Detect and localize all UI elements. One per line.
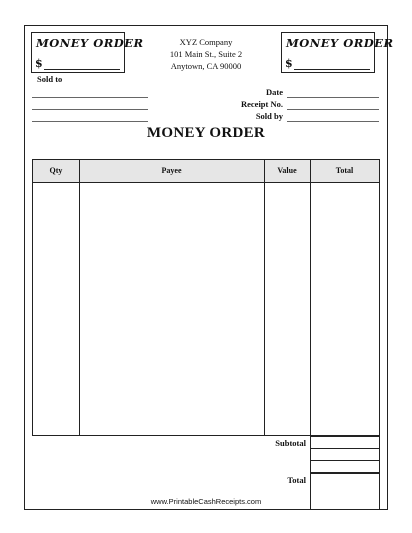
money-order-box-title: MONEY ORDER [286, 36, 394, 50]
subtotal-divider [310, 460, 380, 461]
column-header-payee: Payee [161, 166, 182, 175]
column-header-qty: Qty [49, 166, 63, 175]
column-header-total: Total [335, 166, 354, 175]
items-table [32, 159, 380, 436]
company-address-line1: 101 Main St., Suite 2 [169, 49, 243, 59]
company-address-line2: Anytown, CA 90000 [170, 61, 242, 71]
dollar-sign: $ [285, 57, 293, 70]
date-line[interactable] [287, 97, 379, 98]
receipt-number-label: Receipt No. [240, 99, 283, 109]
footer-website: www.PrintableCashReceipts.com [150, 497, 262, 506]
sold-to-line-2[interactable] [32, 109, 148, 110]
column-divider [310, 160, 311, 435]
date-label: Date [266, 87, 283, 97]
amount-line [44, 69, 120, 70]
sold-to-label: Sold to [37, 74, 63, 84]
receipt-number-line[interactable] [287, 109, 379, 110]
document-title: MONEY ORDER [146, 125, 266, 141]
sold-to-line-1[interactable] [32, 97, 148, 98]
money-order-box-left [31, 32, 144, 73]
sold-to-line-3[interactable] [32, 121, 148, 122]
sold-by-label: Sold by [255, 111, 283, 121]
total-label: Total [287, 475, 306, 485]
dollar-sign: $ [35, 57, 43, 70]
table-header [33, 160, 379, 183]
column-divider [264, 160, 265, 435]
company-name: XYZ Company [179, 37, 233, 47]
column-divider [79, 160, 80, 435]
money-order-box-right [281, 32, 394, 73]
subtotal-divider [310, 448, 380, 449]
column-header-value: Value [277, 166, 297, 175]
sold-by-line[interactable] [287, 121, 379, 122]
subtotal-box[interactable] [310, 436, 380, 473]
amount-line [294, 69, 370, 70]
subtotal-label: Subtotal [275, 438, 306, 448]
money-order-box-title: MONEY ORDER [36, 36, 144, 50]
company-info [146, 36, 266, 72]
